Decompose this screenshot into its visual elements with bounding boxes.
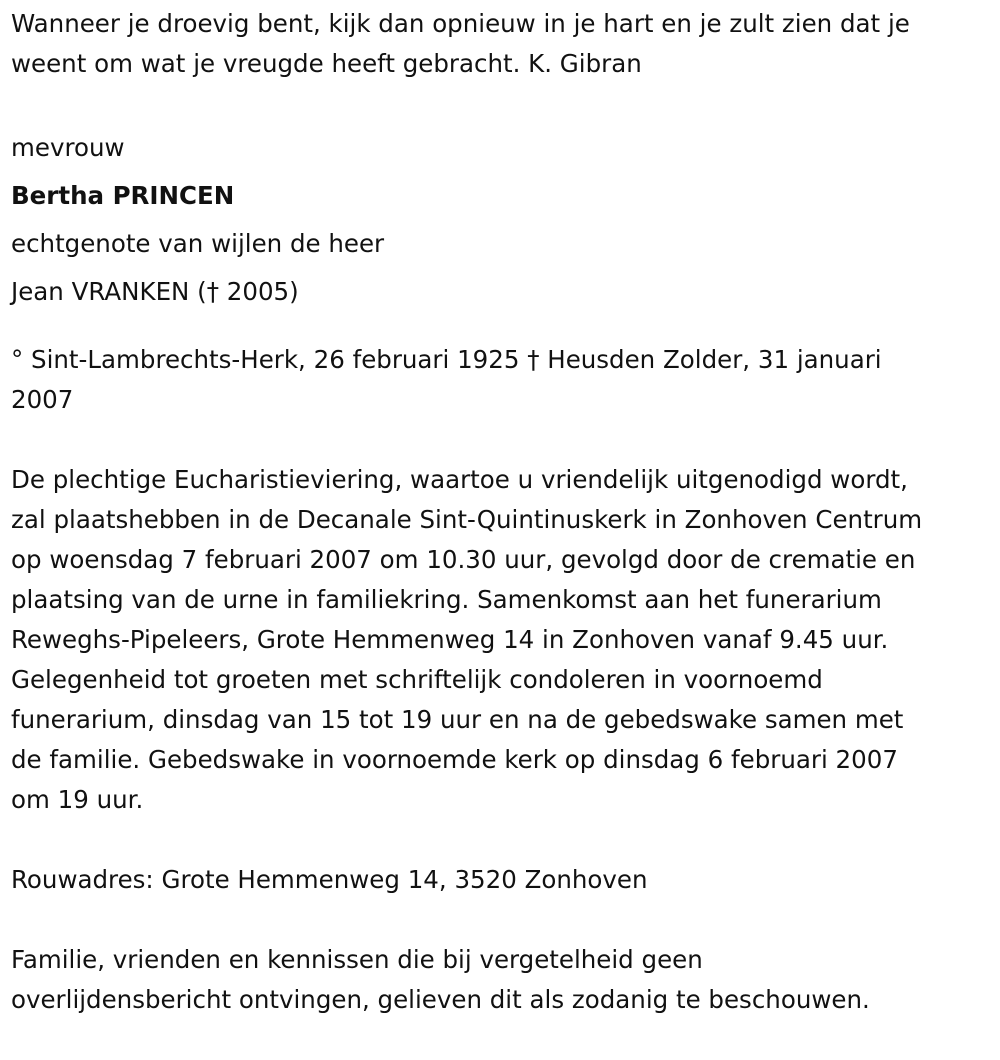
address-text: Rouwadres: Grote Hemmenweg 14, 3520 Zonhoven xyxy=(11,865,648,894)
opening-quote xyxy=(11,4,993,84)
ceremony-line: zal plaatshebben in de Decanale Sint-Quintinuskerk in Zonhoven Centrum xyxy=(11,505,923,534)
ceremony-line: Gelegenheid tot groeten met schriftelijk condoleren in voornoemd xyxy=(11,665,823,694)
quote-line-2: weent om wat je vreugde heeft gebracht. K. Gibran xyxy=(11,49,642,78)
ceremony-line: de familie. Gebedswake in voornoemde kerk op dinsdag 6 februari 2007 xyxy=(11,745,898,774)
dates-line-1: ° Sint-Lambrechts-Herk, 26 februari 1925 † Heusden Zolder, 31 januari xyxy=(11,345,882,374)
ceremony-line: om 19 uur. xyxy=(11,785,144,814)
closing-notice xyxy=(11,940,993,1020)
ceremony-line: op woensdag 7 februari 2007 om 10.30 uur, gevolgd door de crematie en xyxy=(11,545,916,574)
person-relation: echtgenote van wijlen de heer xyxy=(11,229,385,258)
person-title: mevrouw xyxy=(11,133,125,162)
ceremony-line: funerarium, dinsdag van 15 tot 19 uur en na de gebedswake samen met xyxy=(11,705,904,734)
spouse-name: Jean VRANKEN († 2005) xyxy=(11,277,299,306)
notice-line-2: overlijdensbericht ontvingen, gelieven dit als zodanig te beschouwen. xyxy=(11,985,870,1014)
ceremony-line: Reweghs-Pipeleers, Grote Hemmenweg 14 in Zonhoven vanaf 9.45 uur. xyxy=(11,625,889,654)
birth-death-dates xyxy=(11,340,993,420)
notice-line-1: Familie, vrienden en kennissen die bij vergetelheid geen xyxy=(11,945,703,974)
person-name: Bertha PRINCEN xyxy=(11,181,235,210)
ceremony-line: De plechtige Eucharistieviering, waartoe u vriendelijk uitgenodigd wordt, xyxy=(11,465,908,494)
ceremony-line: plaatsing van de urne in familiekring. Samenkomst aan het funerarium xyxy=(11,585,882,614)
obituary-document xyxy=(11,4,993,1060)
ceremony-details xyxy=(11,460,993,820)
deceased-person xyxy=(11,124,993,316)
dates-line-2: 2007 xyxy=(11,385,74,414)
quote-line-1: Wanneer je droevig bent, kijk dan opnieuw in je hart en je zult zien dat je xyxy=(11,9,910,38)
mourning-address xyxy=(11,860,993,900)
